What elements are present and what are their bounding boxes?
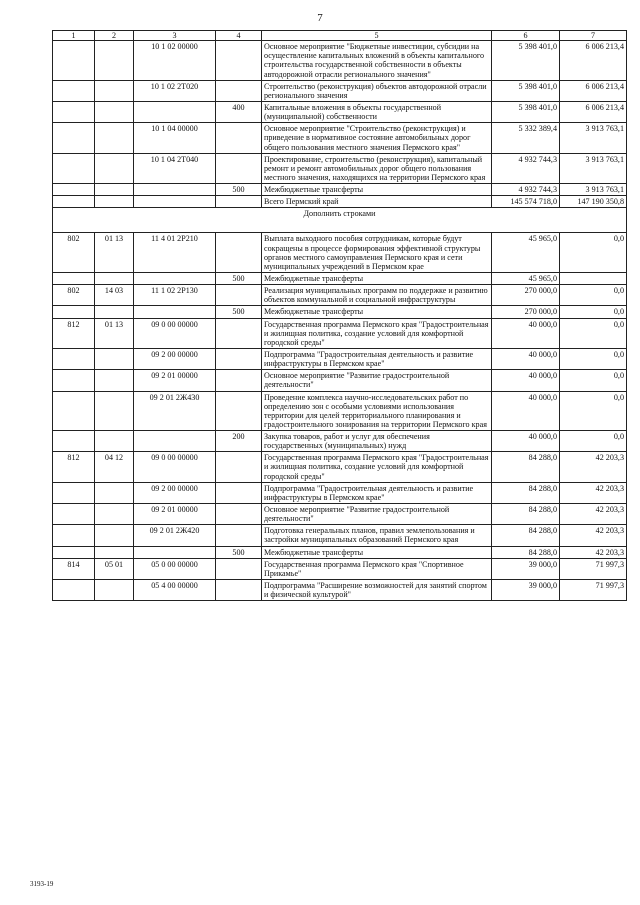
- target-article-cell: 05 4 00 00000: [134, 580, 216, 601]
- amount-2020-cell: 4 932 744,3: [492, 153, 560, 183]
- amount-2020-cell: 145 574 718,0: [492, 196, 560, 208]
- column-header: 4: [216, 31, 262, 41]
- description-cell: Межбюджетные трансферты: [262, 184, 492, 196]
- section-code-cell: 14 03: [95, 285, 134, 306]
- description-cell: Строительство (реконструкция) объектов автодорожной отрасли регионального значения: [262, 80, 492, 101]
- description-cell: Государственная программа Пермского края "Градостроительная и жилищная политика, создание условий для комфортной городской среды": [262, 452, 492, 482]
- amount-2020-cell: 40 000,0: [492, 431, 560, 452]
- description-cell: Проведение комплекса научно-исследовательских работ по определению зон с особыми условиями использования территории для целей территориального планирования и градостроительного зонирования на территории Пермского края: [262, 391, 492, 431]
- amount-2021-cell: 0,0: [560, 233, 627, 273]
- target-article-cell: [134, 101, 216, 122]
- column-header: 6: [492, 31, 560, 41]
- section-code-cell: 01 13: [95, 318, 134, 348]
- column-header: 2: [95, 31, 134, 41]
- expense-type-cell: [216, 41, 262, 81]
- ministry-code-cell: 802: [53, 285, 95, 306]
- expense-type-cell: [216, 348, 262, 369]
- amount-2021-cell: 0,0: [560, 431, 627, 452]
- ministry-code-cell: [53, 272, 95, 284]
- ministry-code-cell: [53, 580, 95, 601]
- amount-2020-cell: 270 000,0: [492, 306, 560, 318]
- target-article-cell: [134, 184, 216, 196]
- amount-2021-cell: 147 190 350,8: [560, 196, 627, 208]
- amount-2020-cell: 45 965,0: [492, 233, 560, 273]
- amount-2020-cell: 5 398 401,0: [492, 41, 560, 81]
- section-code-cell: [95, 431, 134, 452]
- amount-2021-cell: 3 913 763,1: [560, 153, 627, 183]
- amount-2020-cell: 40 000,0: [492, 318, 560, 348]
- amount-2020-cell: 84 288,0: [492, 525, 560, 546]
- expense-type-cell: [216, 123, 262, 153]
- target-article-cell: 11 1 02 2Р130: [134, 285, 216, 306]
- section-code-cell: [95, 123, 134, 153]
- section-code-cell: 05 01: [95, 558, 134, 579]
- table-row: [53, 482, 627, 503]
- target-article-cell: 10 1 04 00000: [134, 123, 216, 153]
- column-header: 1: [53, 31, 95, 41]
- expense-type-cell: 500: [216, 546, 262, 558]
- amount-2020-cell: 40 000,0: [492, 370, 560, 391]
- description-cell: Основное мероприятие "Развитие градостроительной деятельности": [262, 370, 492, 391]
- amount-2021-cell: 0,0: [560, 370, 627, 391]
- description-cell: Выплата выходного пособия сотрудникам, которые будут сокращены в процессе формирования эффективной структуры органов местного самоуправления Пермского края и сети муниципальных учреждений в Пермском крае: [262, 233, 492, 273]
- target-article-cell: [134, 546, 216, 558]
- column-header: 5: [262, 31, 492, 41]
- expense-type-cell: [216, 391, 262, 431]
- target-article-cell: 05 0 00 00000: [134, 558, 216, 579]
- table-row: [53, 525, 627, 546]
- table-row: [53, 80, 627, 101]
- table-row: [53, 196, 627, 208]
- expense-type-cell: [216, 196, 262, 208]
- amount-2021-cell: 42 203,3: [560, 504, 627, 525]
- ministry-code-cell: [53, 196, 95, 208]
- target-article-cell: 10 1 02 00000: [134, 41, 216, 81]
- amount-2021-cell: 71 997,3: [560, 558, 627, 579]
- target-article-cell: 09 0 00 00000: [134, 452, 216, 482]
- ministry-code-cell: [53, 184, 95, 196]
- description-cell: Межбюджетные трансферты: [262, 306, 492, 318]
- amount-2020-cell: 4 932 744,3: [492, 184, 560, 196]
- expense-type-cell: [216, 318, 262, 348]
- amount-2021-cell: 3 913 763,1: [560, 184, 627, 196]
- table-row: [53, 153, 627, 183]
- amount-2021-cell: 3 913 763,1: [560, 123, 627, 153]
- expense-type-cell: [216, 580, 262, 601]
- target-article-cell: 09 2 01 2Ж430: [134, 391, 216, 431]
- table-row: [53, 431, 627, 452]
- target-article-cell: 09 2 01 00000: [134, 504, 216, 525]
- table-row: [53, 233, 627, 273]
- description-cell: Межбюджетные трансферты: [262, 272, 492, 284]
- amount-2020-cell: 39 000,0: [492, 580, 560, 601]
- expense-type-cell: [216, 370, 262, 391]
- description-cell: Подпрограмма "Градостроительная деятельность и развитие инфраструктуры в Пермском крае": [262, 482, 492, 503]
- amount-2021-cell: 42 203,3: [560, 452, 627, 482]
- amount-2020-cell: 39 000,0: [492, 558, 560, 579]
- amount-2021-cell: 42 203,3: [560, 482, 627, 503]
- section-code-cell: [95, 196, 134, 208]
- amount-2021-cell: 42 203,3: [560, 525, 627, 546]
- header-row: [53, 31, 627, 41]
- expense-type-cell: [216, 452, 262, 482]
- ministry-code-cell: [53, 431, 95, 452]
- expense-type-cell: 500: [216, 306, 262, 318]
- amount-2021-cell: 6 006 213,4: [560, 101, 627, 122]
- ministry-code-cell: 812: [53, 452, 95, 482]
- budget-table: [52, 30, 627, 601]
- target-article-cell: 10 1 02 2Т020: [134, 80, 216, 101]
- ministry-code-cell: [53, 525, 95, 546]
- amount-2021-cell: 6 006 213,4: [560, 80, 627, 101]
- amount-2020-cell: 5 398 401,0: [492, 101, 560, 122]
- amount-2020-cell: 5 398 401,0: [492, 80, 560, 101]
- section-code-cell: [95, 153, 134, 183]
- column-header: 3: [134, 31, 216, 41]
- description-cell: Закупка товаров, работ и услуг для обеспечения государственных (муниципальных) нужд: [262, 431, 492, 452]
- table-row: [53, 306, 627, 318]
- amount-2021-cell: 71 997,3: [560, 580, 627, 601]
- amount-2021-cell: 0,0: [560, 391, 627, 431]
- amount-2020-cell: 45 965,0: [492, 272, 560, 284]
- section-code-cell: [95, 80, 134, 101]
- table-row: [53, 184, 627, 196]
- target-article-cell: 10 1 04 2Т040: [134, 153, 216, 183]
- ministry-code-cell: [53, 504, 95, 525]
- amount-2021-cell: 0,0: [560, 285, 627, 306]
- ministry-code-cell: 802: [53, 233, 95, 273]
- column-header: 7: [560, 31, 627, 41]
- expense-type-cell: [216, 153, 262, 183]
- expense-type-cell: [216, 233, 262, 273]
- section-code-cell: 01 13: [95, 233, 134, 273]
- target-article-cell: 09 2 00 00000: [134, 348, 216, 369]
- description-cell: Капитальные вложения в объекты государственной (муниципальной) собственности: [262, 101, 492, 122]
- ministry-code-cell: [53, 306, 95, 318]
- ministry-code-cell: [53, 101, 95, 122]
- description-cell: Основное мероприятие "Развитие градостроительной деятельности": [262, 504, 492, 525]
- amount-2020-cell: 5 332 389,4: [492, 123, 560, 153]
- footer-code: 3193-19: [30, 880, 54, 888]
- table-row: [53, 504, 627, 525]
- expense-type-cell: [216, 504, 262, 525]
- expense-type-cell: [216, 285, 262, 306]
- amount-2021-cell: [560, 272, 627, 284]
- section-divider-row: [53, 208, 627, 233]
- target-article-cell: 09 2 01 2Ж420: [134, 525, 216, 546]
- table-row: [53, 123, 627, 153]
- target-article-cell: [134, 431, 216, 452]
- description-cell: Подпрограмма "Градостроительная деятельность и развитие инфраструктуры в Пермском крае": [262, 348, 492, 369]
- target-article-cell: [134, 272, 216, 284]
- description-cell: Реализация муниципальных программ по поддержке и развитию объектов коммунальной и социальной инфраструктуры: [262, 285, 492, 306]
- description-cell: Подпрограмма "Расширение возможностей для занятий спортом и физической культурой": [262, 580, 492, 601]
- ministry-code-cell: 812: [53, 318, 95, 348]
- expense-type-cell: [216, 525, 262, 546]
- expense-type-cell: 200: [216, 431, 262, 452]
- ministry-code-cell: [53, 370, 95, 391]
- amount-2020-cell: 40 000,0: [492, 348, 560, 369]
- section-code-cell: [95, 580, 134, 601]
- ministry-code-cell: [53, 80, 95, 101]
- expense-type-cell: [216, 80, 262, 101]
- target-article-cell: 09 0 00 00000: [134, 318, 216, 348]
- table-body: [53, 41, 627, 601]
- ministry-code-cell: [53, 482, 95, 503]
- target-article-cell: 09 2 00 00000: [134, 482, 216, 503]
- section-code-cell: [95, 272, 134, 284]
- table-row: [53, 546, 627, 558]
- ministry-code-cell: 814: [53, 558, 95, 579]
- amount-2020-cell: 40 000,0: [492, 391, 560, 431]
- table-row: [53, 580, 627, 601]
- description-cell: Всего Пермский край: [262, 196, 492, 208]
- ministry-code-cell: [53, 546, 95, 558]
- table-row: [53, 285, 627, 306]
- target-article-cell: [134, 306, 216, 318]
- target-article-cell: 09 2 01 00000: [134, 370, 216, 391]
- description-cell: Проектирование, строительство (реконструкция), капитальный ремонт и ремонт автомобильных дорог общего пользования местного значения, находящихся на территории Пермского края: [262, 153, 492, 183]
- description-cell: Основное мероприятие "Строительство (реконструкция) и приведение в нормативное состояние автомобильных дорог общего пользования местного значения Пермского края": [262, 123, 492, 153]
- description-cell: Межбюджетные трансферты: [262, 546, 492, 558]
- table-row: [53, 318, 627, 348]
- ministry-code-cell: [53, 123, 95, 153]
- ministry-code-cell: [53, 348, 95, 369]
- target-article-cell: [134, 196, 216, 208]
- section-code-cell: [95, 482, 134, 503]
- table-row: [53, 452, 627, 482]
- expense-type-cell: [216, 482, 262, 503]
- ministry-code-cell: [53, 41, 95, 81]
- description-cell: Основное мероприятие "Бюджетные инвестиции, субсидии на осуществление капитальных вложений в объекты капитального строительства государственной собственности в объекты автодорожной отрасли регионального значения": [262, 41, 492, 81]
- table-row: [53, 272, 627, 284]
- page-number: 7: [317, 12, 323, 24]
- amount-2021-cell: 0,0: [560, 306, 627, 318]
- amount-2021-cell: 6 006 213,4: [560, 41, 627, 81]
- description-cell: Государственная программа Пермского края "Градостроительная и жилищная политика, создание условий для комфортной городской среды": [262, 318, 492, 348]
- section-code-cell: [95, 546, 134, 558]
- description-cell: Государственная программа Пермского края "Спортивное Прикамье": [262, 558, 492, 579]
- section-code-cell: 04 12: [95, 452, 134, 482]
- table-row: [53, 558, 627, 579]
- table-row: [53, 348, 627, 369]
- ministry-code-cell: [53, 153, 95, 183]
- section-code-cell: [95, 504, 134, 525]
- amount-2020-cell: 270 000,0: [492, 285, 560, 306]
- section-code-cell: [95, 370, 134, 391]
- amount-2021-cell: 42 203,3: [560, 546, 627, 558]
- expense-type-cell: 500: [216, 184, 262, 196]
- amount-2020-cell: 84 288,0: [492, 504, 560, 525]
- table-row: [53, 370, 627, 391]
- amount-2020-cell: 84 288,0: [492, 452, 560, 482]
- section-code-cell: [95, 348, 134, 369]
- table-row: [53, 391, 627, 431]
- section-code-cell: [95, 391, 134, 431]
- table-row: [53, 101, 627, 122]
- expense-type-cell: [216, 558, 262, 579]
- amount-2020-cell: 84 288,0: [492, 482, 560, 503]
- target-article-cell: 11 4 01 2Р210: [134, 233, 216, 273]
- amount-2020-cell: 84 288,0: [492, 546, 560, 558]
- amount-2021-cell: 0,0: [560, 318, 627, 348]
- section-code-cell: [95, 184, 134, 196]
- section-code-cell: [95, 306, 134, 318]
- section-code-cell: [95, 41, 134, 81]
- expense-type-cell: 500: [216, 272, 262, 284]
- section-divider-label: Дополнить строками: [53, 208, 627, 233]
- description-cell: Подготовка генеральных планов, правил землепользования и застройки муниципальных образований Пермского края: [262, 525, 492, 546]
- section-code-cell: [95, 101, 134, 122]
- section-code-cell: [95, 525, 134, 546]
- expense-type-cell: 400: [216, 101, 262, 122]
- amount-2021-cell: 0,0: [560, 348, 627, 369]
- ministry-code-cell: [53, 391, 95, 431]
- table-row: [53, 41, 627, 81]
